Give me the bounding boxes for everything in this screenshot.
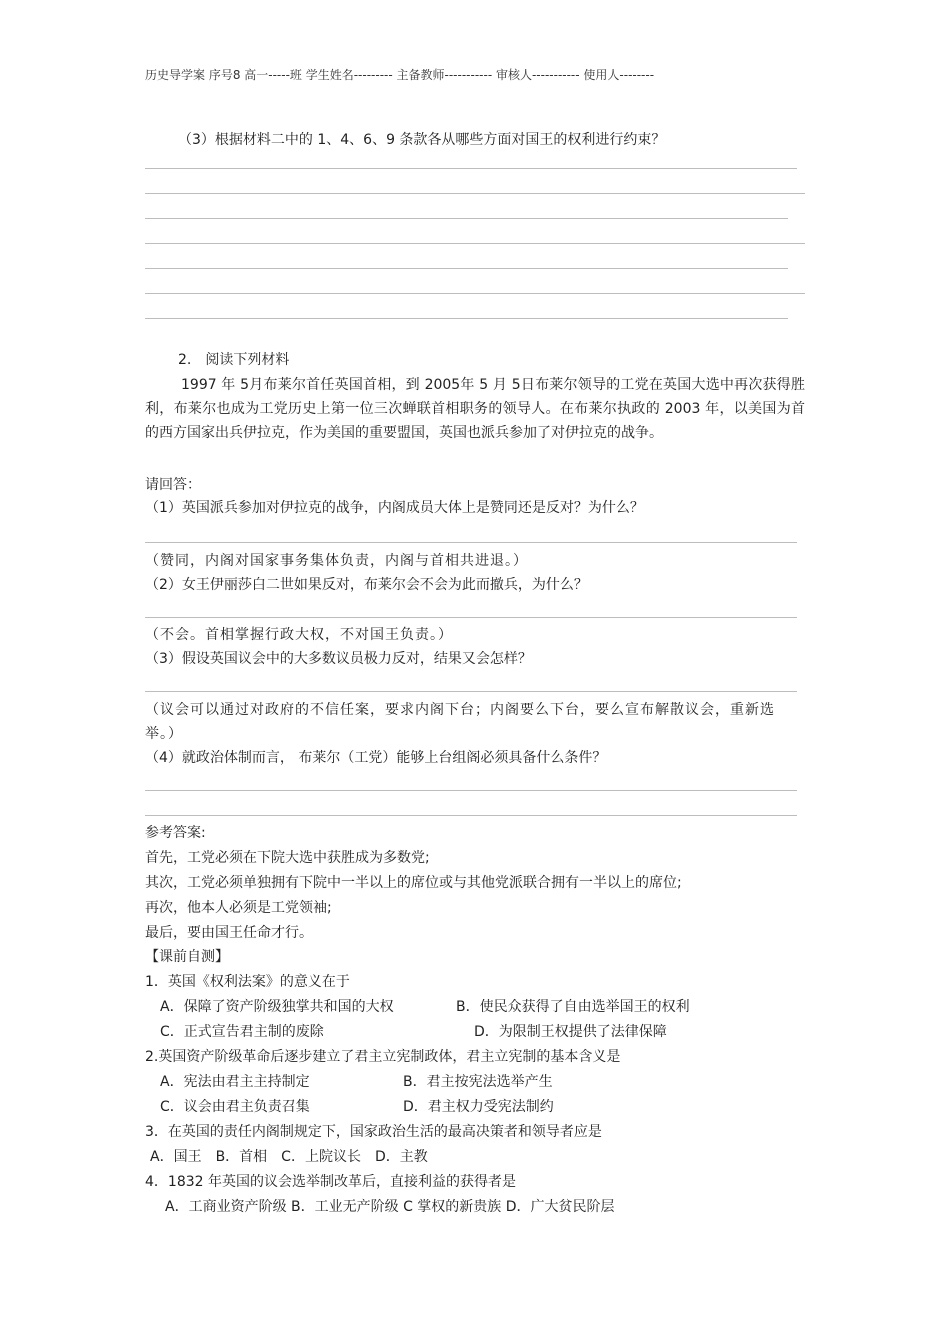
answer-line	[145, 815, 797, 816]
answer-line	[145, 268, 788, 269]
reference-title: 参考答案:	[145, 825, 206, 841]
selftest-q2-option-c: C．议会由君主负责召集	[160, 1099, 310, 1115]
selftest-q4: 4．1832 年英国的议会选举制改革后，直接利益的获得者是	[145, 1174, 516, 1190]
selftest-q2-option-a: A．宪法由君主主持制定	[160, 1074, 310, 1090]
q1-item3: （3）根据材料二中的 1、4、6、9 条款各从哪些方面对国王的权利进行约束？	[178, 132, 666, 148]
answer-line	[145, 790, 797, 791]
q2-sub2-answer: （不会。首相掌握行政大权，不对国王负责。）	[145, 627, 453, 643]
selftest-q3: 3．在英国的责任内阁制规定下，国家政治生活的最高决策者和领导者应是	[145, 1124, 602, 1140]
answer-line	[145, 243, 805, 244]
q2-prompt: 请回答：	[145, 477, 201, 493]
q2-material: 1997 年 5月布莱尔首任英国首相，到 2005年 5 月 5日布莱尔领导的工党在英国大选中再次获得胜利，布莱尔也成为工党历史上第一位三次蝉联首相职务的领导人。在布莱尔执政的 2003 年，以美国为首的西方国家出兵伊拉克，作为美国的重要盟国，英国也派兵参加了对伊拉克的战争。	[145, 377, 805, 441]
q2-sub3-question: （3）假设英国议会中的大多数议员极力反对，结果又会怎样？	[145, 651, 532, 667]
answer-line	[145, 218, 788, 219]
selftest-q1-option-c: C．正式宣告君主制的废除	[160, 1024, 324, 1040]
answer-line	[145, 168, 797, 169]
q2-sub4-question: （4）就政治体制而言， 布莱尔（工党）能够上台组阁必须具备什么条件？	[145, 750, 607, 766]
answer-line	[145, 193, 805, 194]
q2-sub1-question: （1）英国派兵参加对伊拉克的战争，内阁成员大体上是赞同还是反对？为什么？	[145, 500, 644, 516]
answer-line	[145, 542, 797, 543]
reference-line: 再次，他本人必须是工党领袖;	[145, 900, 332, 916]
answer-line	[145, 318, 788, 319]
reference-line: 首先，工党必须在下院大选中获胜成为多数党;	[145, 850, 430, 866]
page-header: 历史导学案 序号8 高一-----班 学生姓名--------- 主备教师----------- 审核人----------- 使用人--------	[145, 68, 655, 82]
answer-line	[145, 293, 805, 294]
reference-line: 其次，工党必须单独拥有下院中一半以上的席位或与其他党派联合拥有一半以上的席位;	[145, 875, 682, 891]
selftest-q3-options: A．国王 B．首相 C．上院议长 D．主教	[150, 1149, 428, 1165]
selftest-q2-option-d: D．君主权力受宪法制约	[403, 1099, 554, 1115]
q2-sub1-answer: （赞同，内阁对国家事务集体负责，内阁与首相共进退。）	[145, 553, 528, 569]
selftest-title: 【课前自测】	[145, 949, 229, 965]
q2-title: 2. 阅读下列材料	[178, 352, 290, 368]
answer-line	[145, 691, 797, 692]
selftest-q2-option-b: B．君主按宪法选举产生	[403, 1074, 553, 1090]
q2-sub2-question: （2）女王伊丽莎白二世如果反对，布莱尔会不会为此而撤兵，为什么？	[145, 577, 588, 593]
selftest-q4-options: A．工商业资产阶级 B．工业无产阶级 C 掌权的新贵族 D．广大贫民阶层	[165, 1199, 615, 1215]
q2-sub3-answer: （议会可以通过对政府的不信任案，要求内阁下台；内阁要么下台，要么宣布解散议会，重新选举。）	[145, 702, 775, 742]
reference-line: 最后，要由国王任命才行。	[145, 925, 313, 941]
selftest-q1-option-a: A．保障了资产阶级独掌共和国的大权	[160, 999, 394, 1015]
answer-line	[145, 617, 797, 618]
selftest-q1-option-b: B．使民众获得了自由选举国王的权利	[456, 999, 690, 1015]
selftest-q1: 1．英国《权利法案》的意义在于	[145, 974, 350, 990]
selftest-q2: 2.英国资产阶级革命后逐步建立了君主立宪制政体，君主立宪制的基本含义是	[145, 1049, 621, 1065]
selftest-q1-option-d: D．为限制王权提供了法律保障	[474, 1024, 667, 1040]
